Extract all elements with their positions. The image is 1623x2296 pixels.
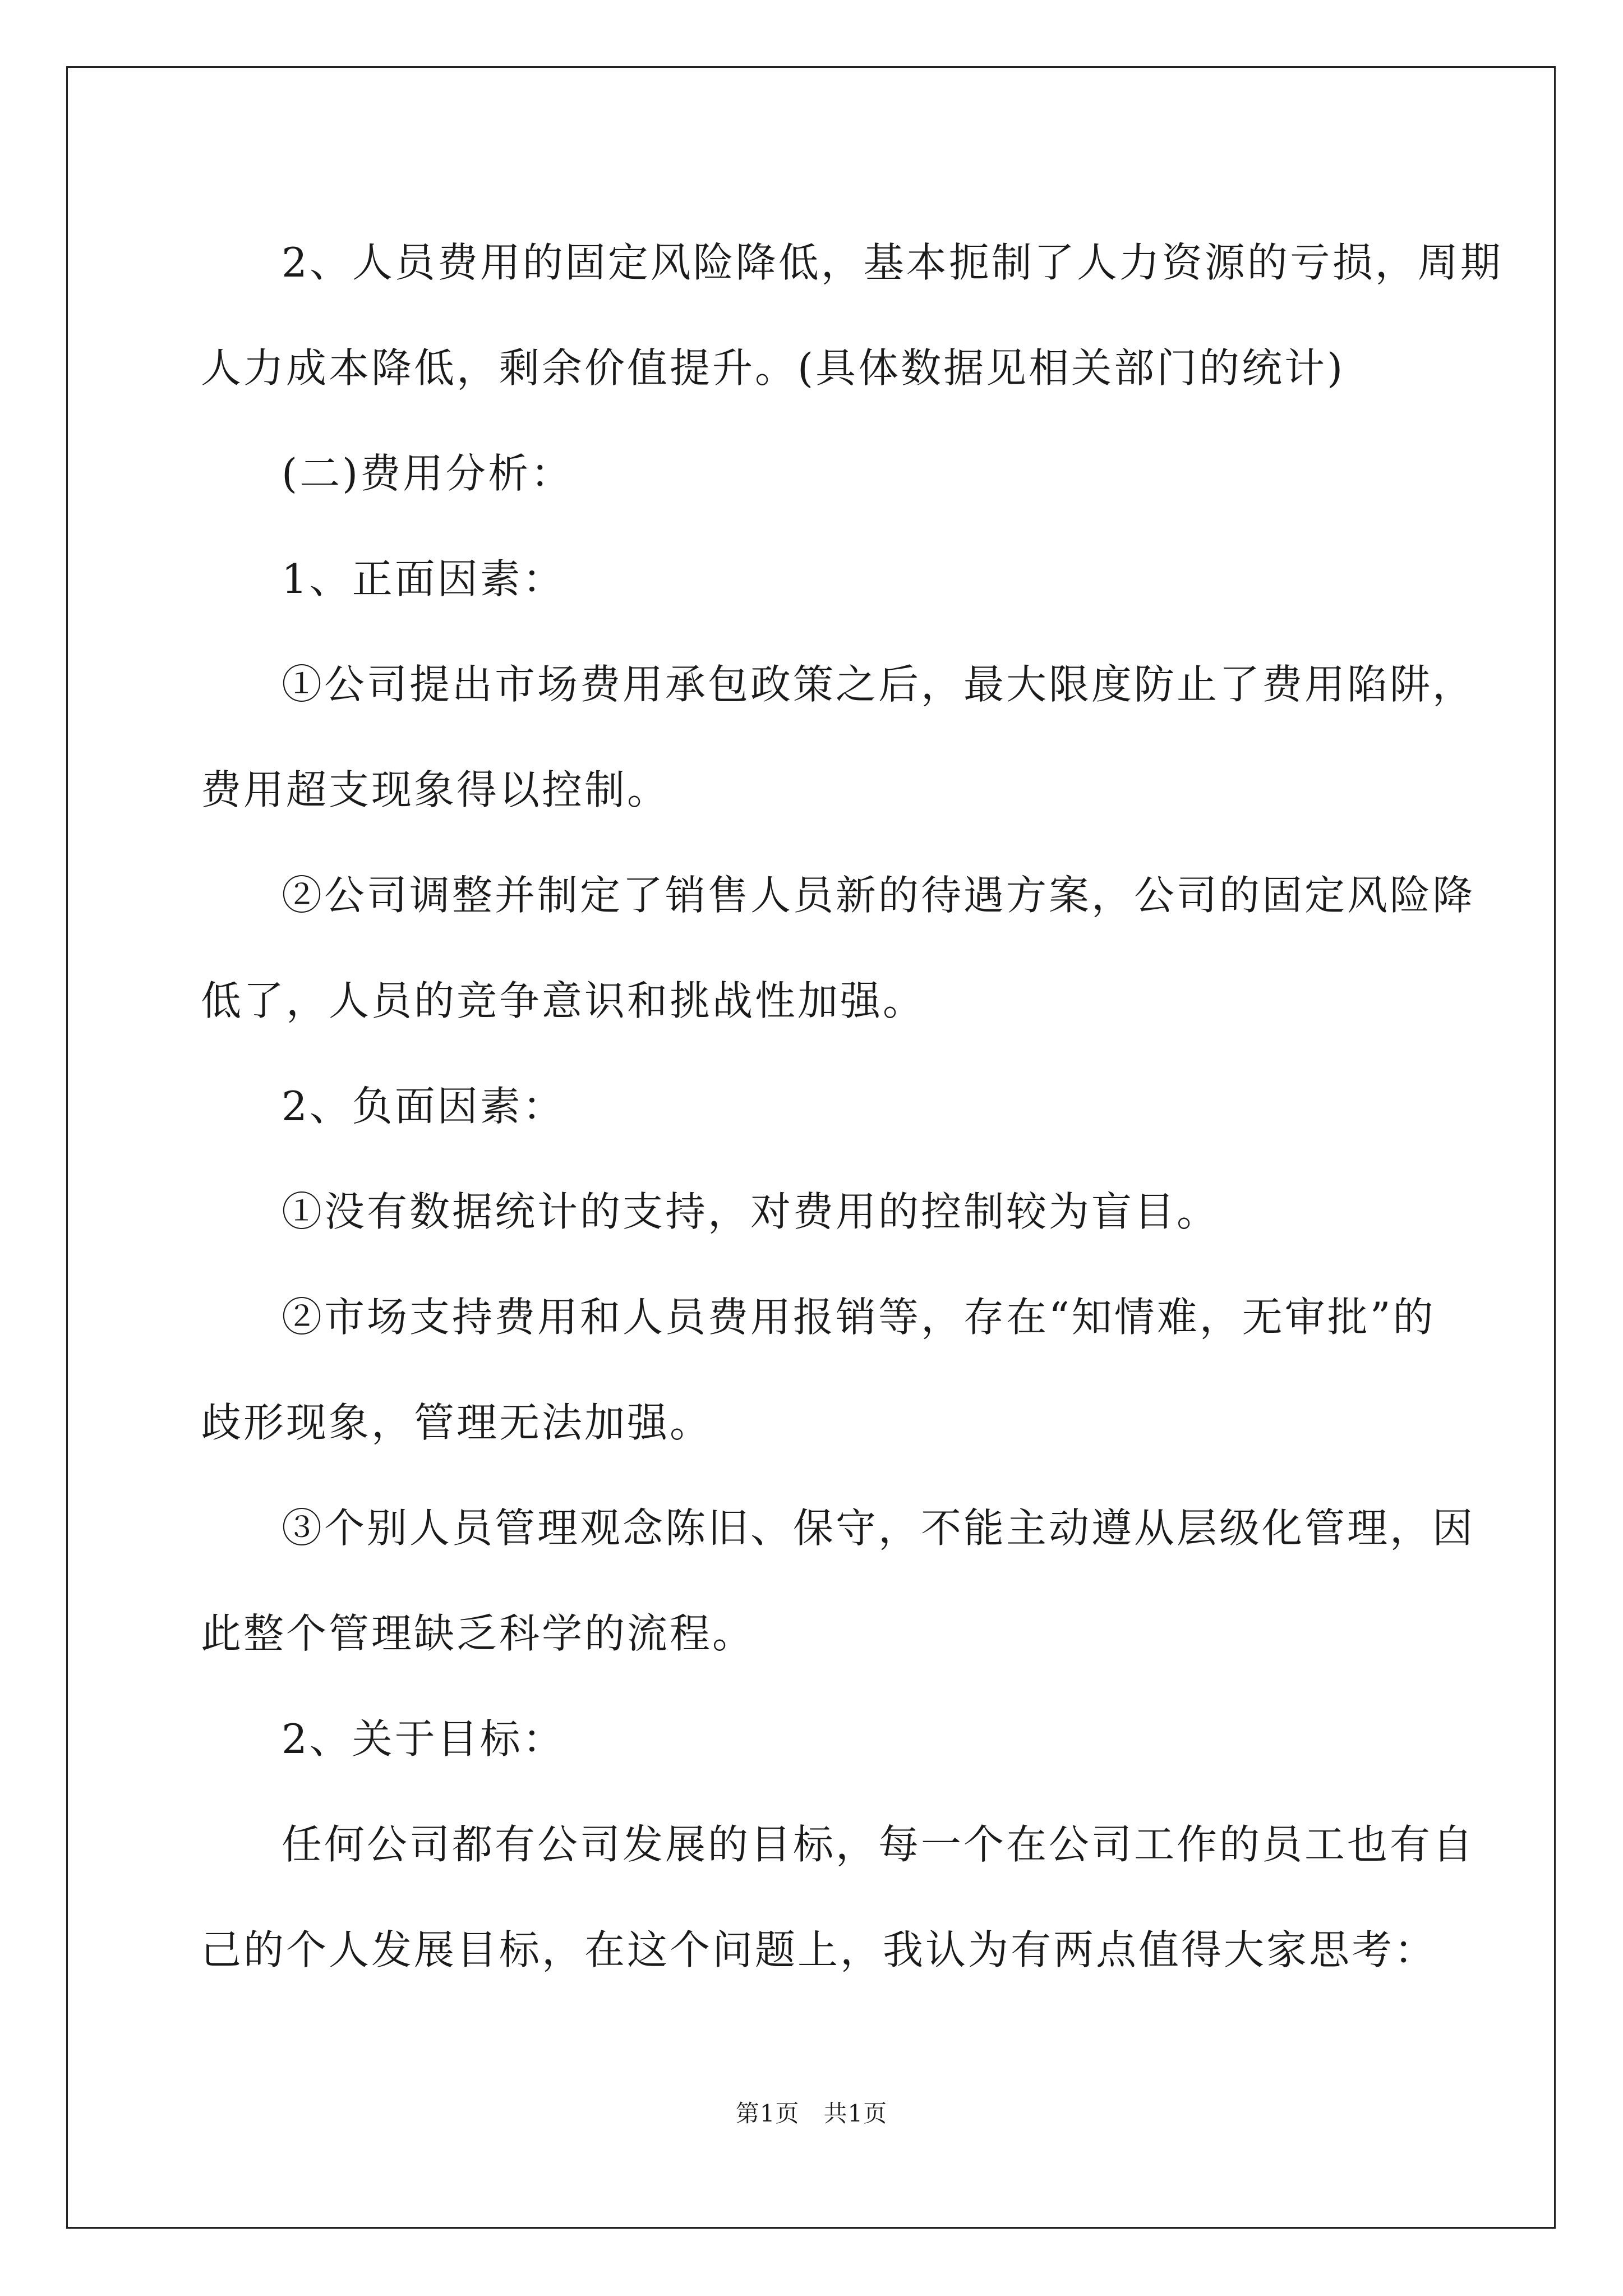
section-heading: (二)费用分析： [282,450,574,497]
text-line: 己的个人发展目标，在这个问题上，我认为有两点值得大家思考： [201,1926,1437,1973]
text-line: 任何公司都有公司发展的目标，每一个在公司工作的员工也有自 [282,1821,1476,1868]
document-body [201,210,1503,2003]
subsection-heading: 1、正面因素： [282,555,565,602]
page-footer: 第1页 共1页 [735,2100,888,2127]
text-line: 费用超支现象得以控制。 [201,766,670,813]
subsection-heading: 2、关于目标： [282,1715,565,1763]
text-line: 人力成本降低，剩余价值提升。(具体数据见相关部门的统计) [201,344,1345,392]
text-line: ①没有数据统计的支持，对费用的控制较为盲目。 [282,1188,1220,1235]
text-line: 歧形现象，管理无法加强。 [201,1399,713,1446]
text-line: ①公司提出市场费用承包政策之后，最大限度防止了费用陷阱， [282,661,1476,708]
text-line: 此整个管理缺乏科学的流程。 [201,1610,755,1657]
text-line: 低了，人员的竞争意识和挑战性加强。 [201,977,926,1024]
subsection-heading: 2、负面因素： [282,1083,565,1130]
text-line: ③个别人员管理观念陈旧、保守，不能主动遵从层级化管理，因 [282,1504,1476,1552]
text-line: ②市场支持费用和人员费用报销等，存在“知情难，无审批”的 [282,1294,1436,1341]
text-line: 2、人员费用的固定风险降低，基本扼制了人力资源的亏损，周期 [282,239,1503,286]
text-line: ②公司调整并制定了销售人员新的待遇方案，公司的固定风险降 [282,872,1476,919]
